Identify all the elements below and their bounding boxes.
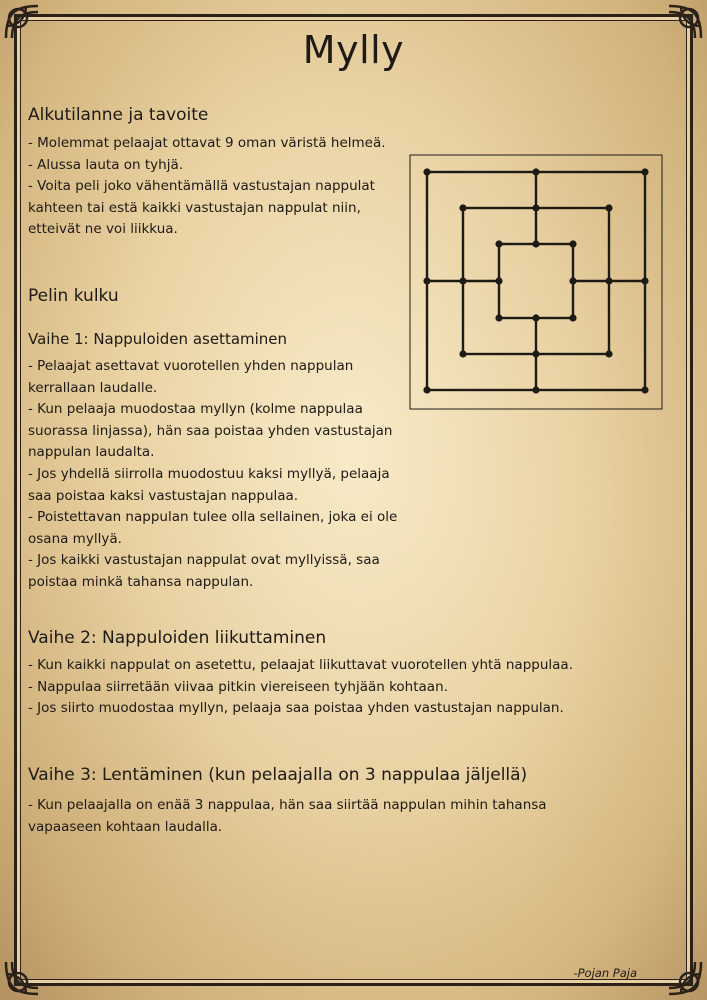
phase1-heading: Vaihe 1: Nappuloiden asettaminen (28, 330, 288, 348)
phase1-line: - Jos yhdellä siirrolla muodostuu kaksi myllyä, pelaaja (28, 465, 390, 482)
phase1-line: poistaa minkä tahansa nappulan. (28, 573, 254, 590)
phase1-line: - Poistettavan nappulan tulee olla sellainen, joka ei ole (28, 509, 398, 526)
board-point (641, 168, 648, 175)
phase3-line: vapaaseen kohtaan laudalla. (28, 818, 223, 835)
board-point (605, 277, 612, 284)
phase1-line: osana myllyä. (28, 530, 122, 547)
phase1-line: - Kun pelaaja muodostaa myllyn (kolme nappulaa (28, 401, 363, 418)
board-point (641, 386, 648, 393)
play-heading: Pelin kulku (28, 286, 119, 306)
intro-line: - Voita peli joko vähentämällä vastustajan nappulat (28, 178, 375, 195)
board-point (423, 168, 430, 175)
phase2-text (28, 655, 573, 720)
knot-corner-bottom-left (0, 956, 44, 1000)
intro-text (28, 133, 386, 241)
board-point (532, 350, 539, 357)
phase2-line: - Nappulaa siirretään viivaa pitkin viereiseen tyhjään kohtaan. (28, 678, 448, 695)
board-point (459, 350, 466, 357)
intro-line: etteivät ne voi liikkua. (28, 221, 178, 238)
phase3-line: - Kun pelaajalla on enää 3 nappulaa, hän saa siirtää nappulan mihin tahansa (28, 797, 547, 813)
board-point (569, 314, 576, 321)
phase1-line: saa poistaa kaksi vastustajan nappulaa. (28, 487, 299, 504)
phase1-line: nappulan laudalta. (28, 444, 155, 461)
board-point (532, 168, 539, 175)
signature: -Pojan Paja (573, 966, 637, 980)
board-point (569, 240, 576, 247)
board-point (532, 240, 539, 247)
intro-heading: Alkutilanne ja tavoite (28, 105, 209, 125)
phase1-line: - Pelaajat asettavat vuorotellen yhden nappulan (28, 358, 354, 374)
board-point (459, 204, 466, 211)
intro-line: - Alussa lauta on tyhjä. (28, 156, 184, 173)
phase1-line: kerrallaan laudalle. (28, 379, 158, 396)
mill-board-svg (409, 154, 663, 410)
page-title: Mylly (302, 28, 405, 72)
board-point (495, 314, 502, 321)
board-point (605, 204, 612, 211)
phase2-line: - Kun kaikki nappulat on asetettu, pelaajat liikuttavat vuorotellen yhtä nappulaa. (28, 657, 573, 673)
board-point (459, 277, 466, 284)
board-point (532, 204, 539, 211)
board-square-2 (499, 244, 573, 318)
phase2-line: - Jos siirto muodostaa myllyn, pelaaja saa poistaa yhden vastustajan nappulan. (28, 700, 564, 717)
phase1-line: - Jos kaikki vastustajan nappulat ovat myllyissä, saa (28, 552, 380, 569)
phase2-heading: Vaihe 2: Nappuloiden liikuttaminen (28, 628, 327, 648)
board-point (495, 277, 502, 284)
board-point (423, 277, 430, 284)
intro-line: kahteen tai estä kaikki vastustajan nappulat niin, (28, 199, 361, 216)
knot-corner-bottom-right (663, 956, 707, 1000)
phase1-line: suorassa linjassa), hän saa poistaa yhden vastustajan (28, 422, 393, 439)
board-point (495, 240, 502, 247)
board-point (569, 277, 576, 284)
phase3-heading: Vaihe 3: Lentäminen (kun pelaajalla on 3 nappulaa jäljellä) (28, 765, 528, 785)
board-point (641, 277, 648, 284)
phase3-text (28, 795, 547, 838)
phase1-text (28, 356, 397, 594)
board-point (532, 314, 539, 321)
intro-line: - Molemmat pelaajat ottavat 9 oman väristä helmeä. (28, 135, 386, 151)
mill-board-diagram (409, 154, 663, 410)
board-point (532, 386, 539, 393)
board-point (423, 386, 430, 393)
board-point (605, 350, 612, 357)
